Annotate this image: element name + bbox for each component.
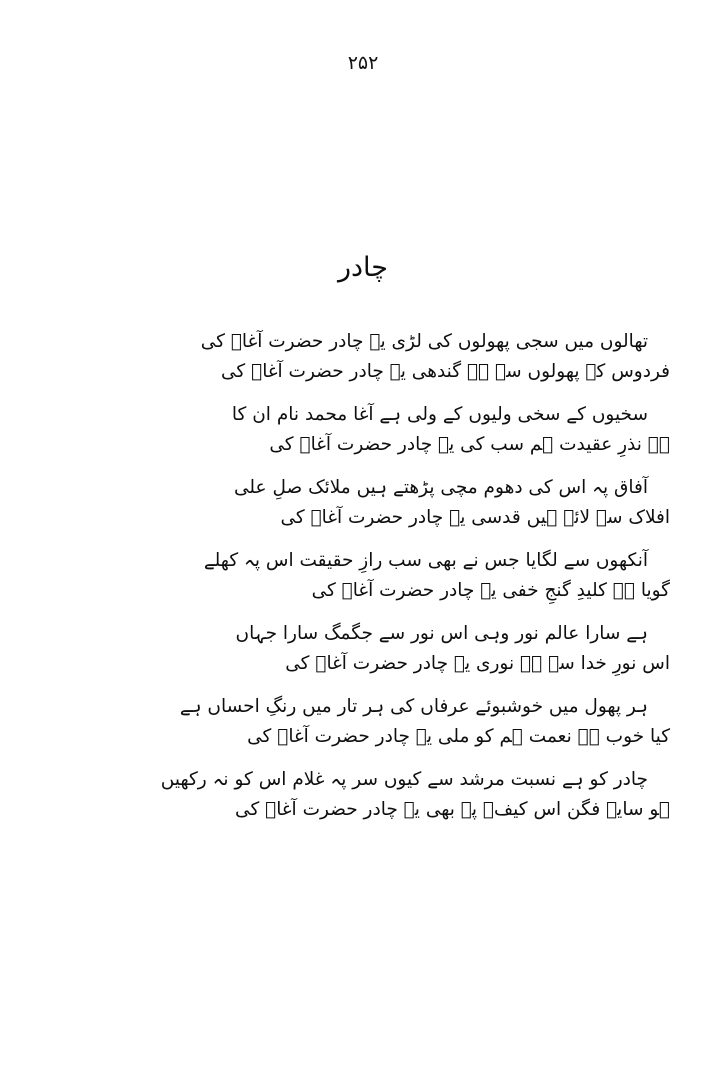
page-number: ۲۵۲ [347, 52, 379, 74]
couplet [56, 765, 670, 825]
poem-body [56, 327, 670, 838]
verse-line: ہے سارا عالم نور وہی اس نور سے جگمگ سارا جہاں [235, 622, 648, 644]
couplet [56, 692, 670, 752]
verse-line: آنکھوں سے لگایا جس نے بھی سب رازِ حقیقت اس پہ کھلے [203, 549, 648, 571]
verse-line: اس نورِ خدا سے ہے نوری یہ چادر حضرت آغاؒ کی [285, 652, 670, 674]
verse-line: کیا خوب ہے نعمت ہم کو ملی یہ چادر حضرت آغاؒ کی [247, 725, 670, 747]
couplet [56, 619, 670, 679]
verse-line: ہو سایہ فگن اس کیفؔ پہ بھی یہ چادر حضرت آغاؒ کی [235, 798, 670, 820]
couplet [56, 473, 670, 533]
couplet [56, 546, 670, 606]
verse-line: چادر کو ہے نسبت مرشد سے کیوں سر پہ غلام اس کو نہ رکھیں [160, 768, 648, 790]
verse-line: ہے نذرِ عقیدت ہم سب کی یہ چادر حضرت آغاؒ کی [269, 433, 670, 455]
verse-line: ہر پھول میں خوشبوئے عرفاں کی ہر تار میں رنگِ احساں ہے [179, 695, 648, 717]
verse-line: سخیوں کے سخی ولیوں کے ولی ہے آغا محمد نام ان کا [231, 403, 648, 425]
verse-line: افلاک سے لائے ہیں قدسی یہ چادر حضرت آغاؒ کی [280, 506, 670, 528]
verse-line: فردوس کے پھولوں سے ہے گندھی یہ چادر حضرت آغاؒ کی [221, 360, 670, 382]
couplet [56, 327, 670, 387]
verse-line: آفاق پہ اس کی دھوم مچی پڑھتے ہیں ملائک صلِ علی [234, 476, 648, 498]
verse-line: تھالوں میں سجی پھولوں کی لڑی یہ چادر حضرت آغاؒ کی [200, 331, 648, 352]
couplet [56, 400, 670, 460]
verse-line: گویا ہے کلیدِ گنجِ خفی یہ چادر حضرت آغاؒ کی [311, 579, 670, 601]
page-title: چادر [338, 252, 388, 283]
